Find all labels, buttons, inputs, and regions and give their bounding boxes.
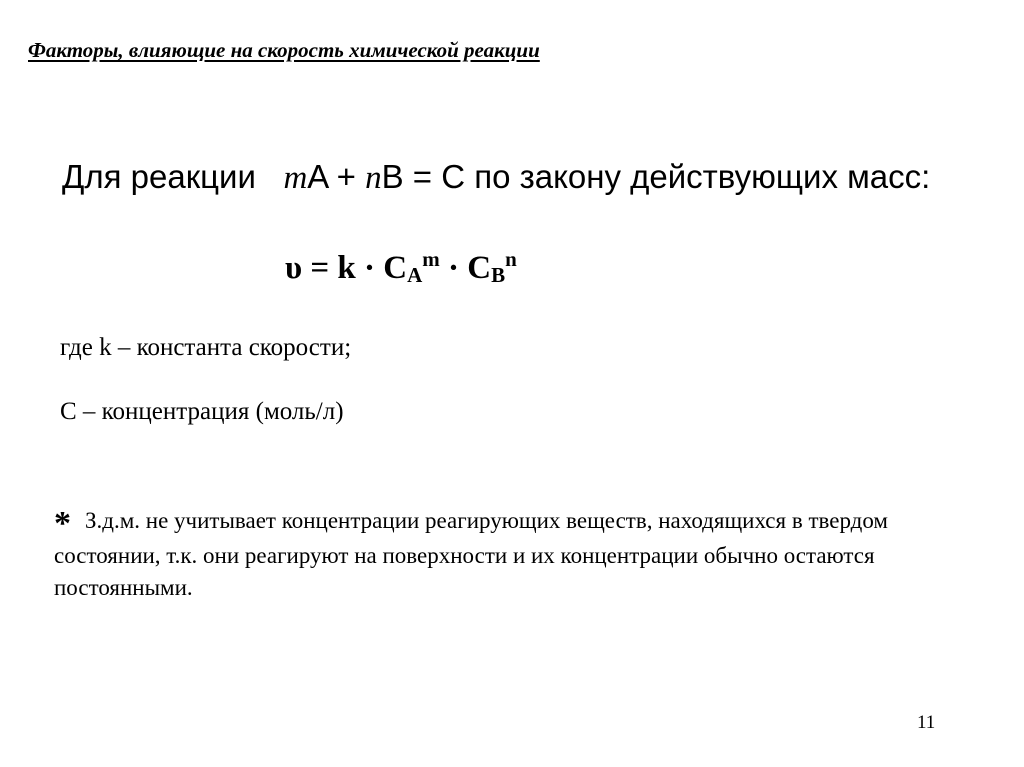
definition-k: где k – константа скорости; [60, 334, 352, 361]
reactant-a: A + [307, 158, 366, 195]
reaction-intro [62, 158, 930, 197]
page-number: 11 [917, 712, 936, 733]
formula-mid: · C [439, 250, 492, 286]
rate-law-formula [285, 247, 517, 287]
definition-c: С – концентрация (моль/л) [60, 398, 344, 425]
coefficient-m: m [283, 160, 308, 196]
intro-rest: B = C по закону действующих масс: [381, 158, 931, 195]
slide-title: Факторы, влияющие на скорость химической реакции [28, 38, 540, 62]
superscript-m: m [422, 247, 440, 271]
formula-lhs: υ = k · C [285, 250, 408, 286]
subscript-a: A [407, 263, 423, 287]
asterisk-icon: * [54, 505, 71, 542]
footnote [54, 505, 974, 604]
subscript-b: B [491, 263, 506, 287]
intro-prefix: Для реакции [62, 158, 256, 195]
footnote-text: З.д.м. не учитывает концентрации реагирующих веществ, находящихся в твердом состоянии, т.к. они реагируют на поверхности и их концентрации обычно остаются постоянными. [54, 508, 888, 600]
coefficient-n: n [365, 160, 382, 196]
superscript-n: n [505, 247, 517, 271]
